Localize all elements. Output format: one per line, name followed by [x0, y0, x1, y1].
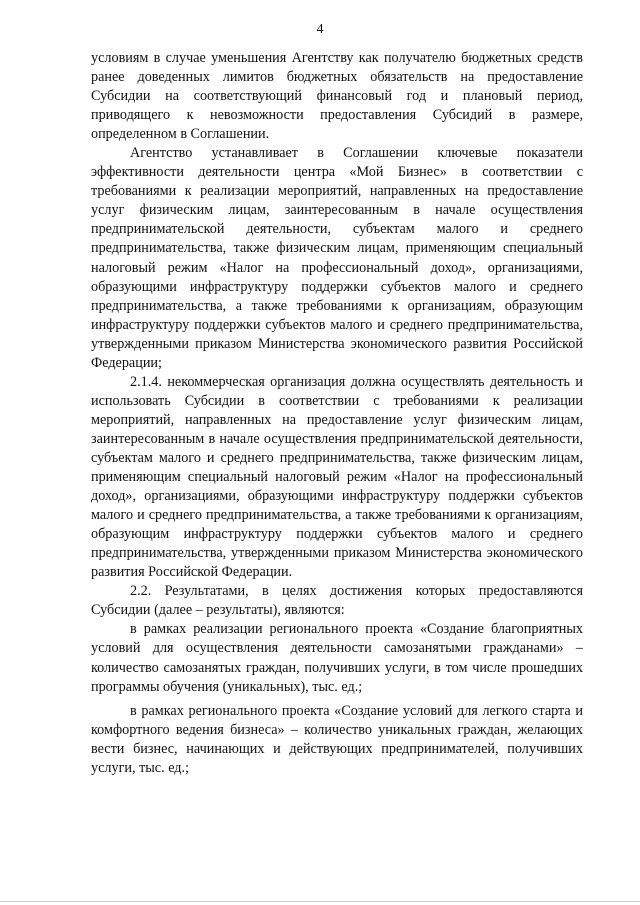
paragraph-agency-indicators: Агентство устанавливает в Соглашении ключевые показатели эффективности деятельности центра «Мой Бизнес» в соответствии с требованиями к реализации мероприятий, направленных на предоставление услуг физическим лицам, заинтересованным в начале осуществления предпринимательской деятельности, субъектам малого и среднего предпринимательства, также физическим лицам, применяющим специальный налоговый режим «Налог на профессиональный доход», организациями, образующими инфраструктуру поддержки субъектов малого и среднего предпринимательства, а также требованиями к организациям, образующим инфраструктуру поддержки субъектов малого и среднего предпринимательства, утвержденными приказом Министерства экономического развития Российской Федерации; [91, 145, 583, 371]
paragraph-result-business-start: в рамках регионального проекта «Создание условий для легкого старта и комфортного ведения бизнеса» – количество уникальных граждан, желающих вести бизнес, начинающих и действующих предпринимателей, получивших услуги, тыс. ед.; [91, 702, 583, 776]
paragraph-clause-2-2: 2.2. Результатами, в целях достижения которых предоставляются Субсидии (далее – результаты), являются: [91, 583, 583, 619]
document-body [91, 49, 583, 778]
paragraph-clause-2-1-4: 2.1.4. некоммерческая организация должна осуществлять деятельность и использовать Субсидии в соответствии с требованиями к реализации мероприятий, направленных на предоставление услуг физическим лицам, заинтересованным в начале осуществления предпринимательской деятельности, субъектам малого и среднего предпринимательства, также физическим лицам, применяющим специальный налоговый режим «Налог на профессиональный доход», организациями, образующими инфраструктуру поддержки субъектов малого и среднего предпринимательства, а также требованиями к организациям, образующим инфраструктуру поддержки субъектов малого и среднего предпринимательства, утвержденными приказом Министерства экономического развития Российской Федерации. [91, 373, 583, 581]
page-number: 4 [316, 22, 324, 37]
page-bottom-edge [0, 901, 640, 902]
paragraph-result-self-employed: в рамках реализации регионального проекта «Создание благоприятных условий для осуществления деятельности самозанятыми гражданами» – количество самозанятых граждан, получивших услуги, в том числе прошедших программы обучения (уникальных), тыс. ед.; [91, 621, 583, 695]
paragraph-subsidy-limits: условиям в случае уменьшения Агентству как получателю бюджетных средств ранее доведенных лимитов бюджетных обязательств на предоставление Субсидии на соответствующий финансовый год и плановый период, приводящего к невозможности предоставления Субсидий в размере, определенном в Соглашении. [91, 50, 583, 143]
